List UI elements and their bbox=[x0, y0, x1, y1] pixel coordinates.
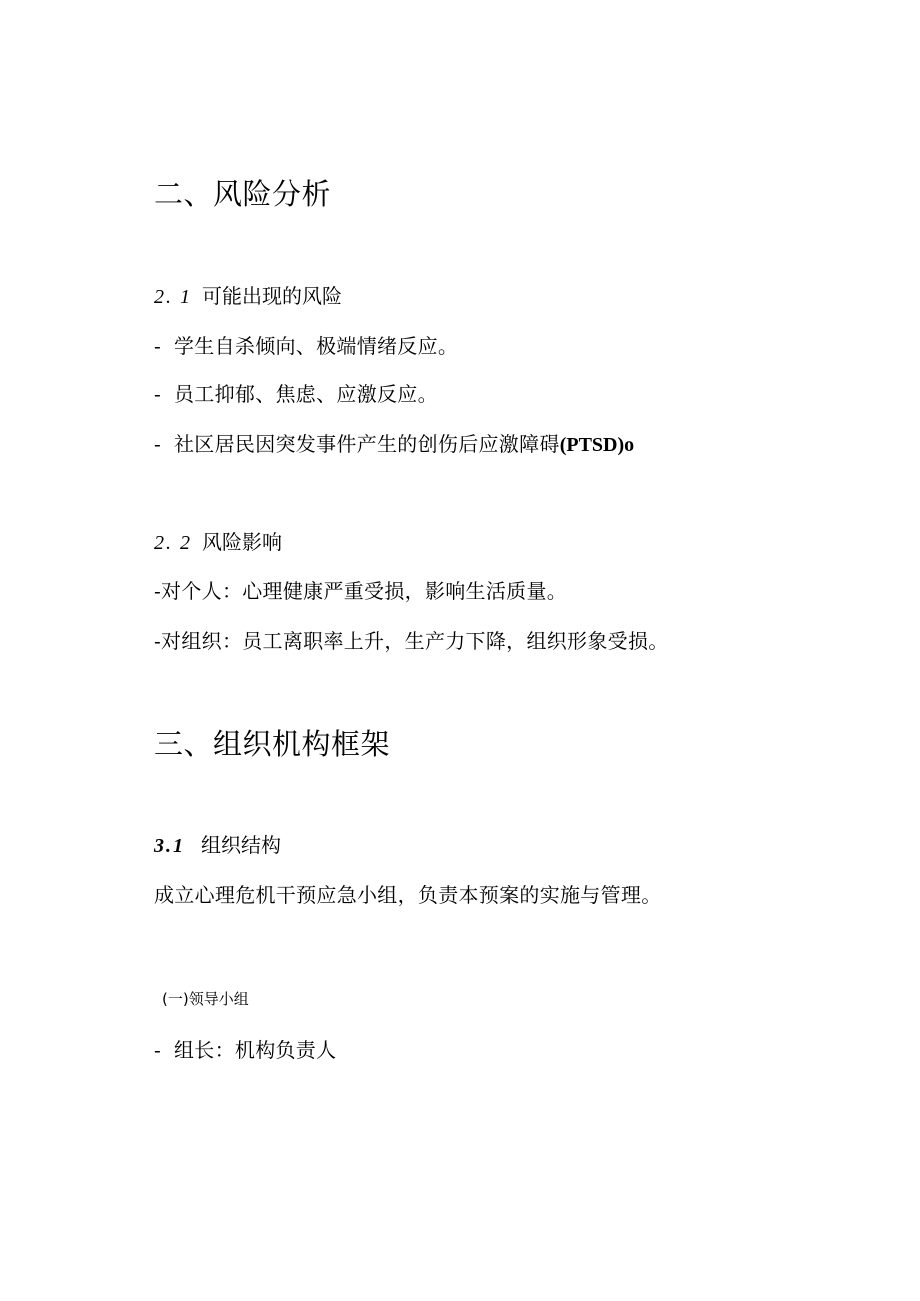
risk-item-1 bbox=[154, 336, 458, 356]
risk-item-text: 员工抑郁、焦虑、应激反应。 bbox=[174, 382, 438, 406]
risk-item-ptsd: (PTSD)o bbox=[559, 434, 635, 456]
risk-item-3 bbox=[154, 434, 634, 455]
structure-paragraph: 成立心理危机干预应急小组，负责本预案的实施与管理。 bbox=[154, 883, 662, 907]
subsection-number: 2. 1 bbox=[154, 286, 192, 308]
subsection-title: 可能出现的风险 bbox=[202, 284, 342, 308]
leadership-item-1 bbox=[154, 1040, 336, 1060]
risk-item-text: 学生自杀倾向、极端情绪反应。 bbox=[174, 334, 459, 358]
subsection-title: 风险影响 bbox=[202, 530, 282, 554]
leadership-group-heading: (一)领导小组 bbox=[162, 990, 249, 1008]
subsection-2-2-heading bbox=[154, 532, 282, 553]
risk-item-text: 社区居民因突发事件产生的创伤后应激障碍 bbox=[174, 432, 560, 456]
bullet-dash: - bbox=[154, 1038, 162, 1062]
subsection-3-1-heading bbox=[154, 835, 281, 856]
subsection-number: 2. 2 bbox=[154, 532, 192, 554]
subsection-title: 组织结构 bbox=[201, 833, 281, 857]
subsection-number: 3.1 bbox=[154, 835, 185, 857]
subsection-2-1-heading bbox=[154, 286, 342, 307]
section-3-heading: 三、组织机构框架 bbox=[154, 727, 391, 761]
leadership-item-text: 组长：机构负责人 bbox=[174, 1038, 337, 1062]
impact-item-1: -对个人：心理健康严重受损，影响生活质量。 bbox=[154, 579, 568, 603]
bullet-dash: - bbox=[154, 334, 162, 358]
impact-item-2: -对组织：员工离职率上升，生产力下降，组织形象受损。 bbox=[154, 629, 669, 653]
bullet-dash: - bbox=[154, 432, 162, 456]
risk-item-2 bbox=[154, 384, 438, 404]
section-2-heading: 二、风险分析 bbox=[154, 177, 332, 211]
bullet-dash: - bbox=[154, 382, 162, 406]
